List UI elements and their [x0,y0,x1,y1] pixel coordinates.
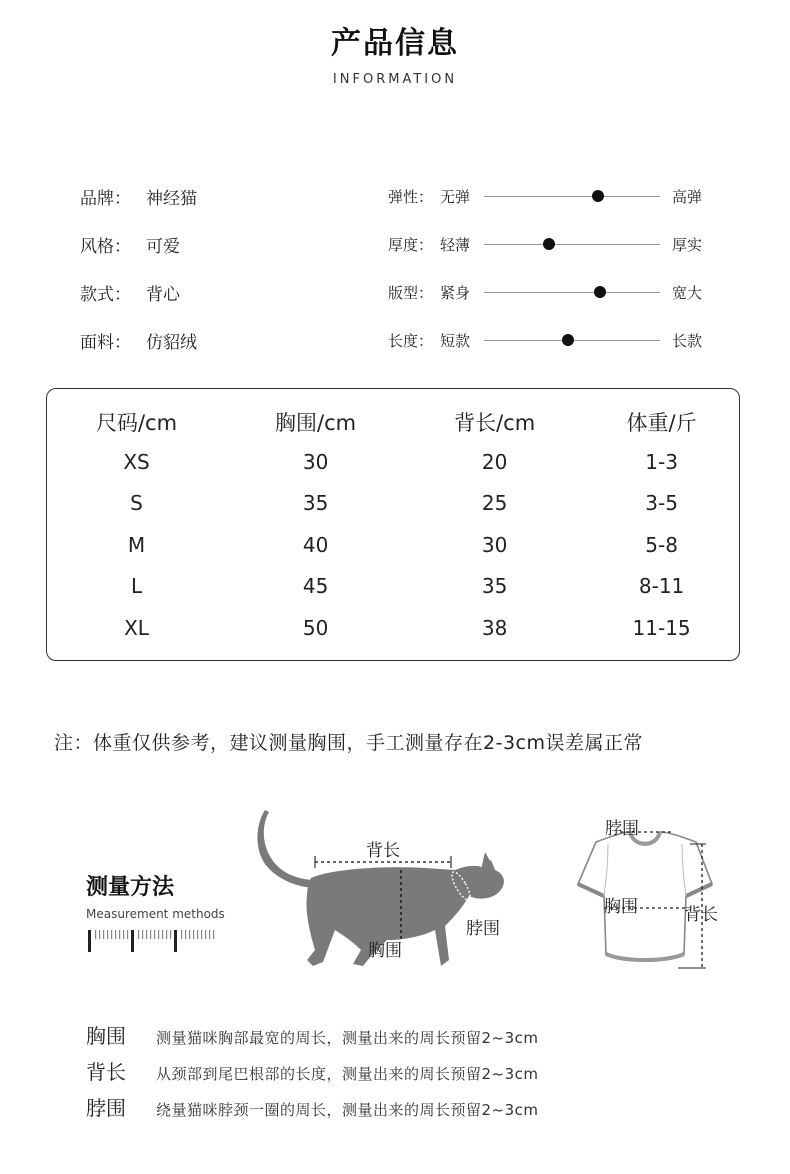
shirt-back-label: 背长 [684,905,718,925]
attr-key: 款式： [80,284,131,305]
scale-key: 厚度： [388,235,434,254]
shirt-chest-label: 胸围 [604,897,638,917]
attr-key: 面料： [80,332,131,353]
attr-key: 风格： [80,236,131,257]
scale-track [484,244,660,245]
cell-back: 25 [481,491,508,516]
measurement-note: 注：体重仅供参考，建议测量胸围，手工测量存在2-3cm误差属正常 [54,732,643,754]
table-row [47,607,739,649]
cell-size: XS [123,449,150,474]
definition-term: 背长 [86,1060,126,1084]
scale-track [484,340,660,341]
measurement-definitions [86,1020,539,1128]
table-row [47,441,739,483]
scale-low-label: 无弹 [440,187,471,206]
ruler-icon [88,926,216,952]
attr-brand [80,172,197,220]
cell-chest: 30 [302,449,329,474]
cell-size: M [127,532,146,557]
header-weight: 体重/斤 [626,411,697,435]
cell-weight: 3-5 [645,491,678,516]
cell-weight: 8-11 [638,574,685,599]
definition-neck [86,1092,539,1128]
attr-key: 品牌： [80,188,131,209]
attr-value: 背心 [146,284,180,305]
cell-size: XL [124,615,149,640]
scale-knob [594,286,606,298]
cell-chest: 35 [302,491,329,516]
size-table-header [47,403,739,441]
scale-length [388,316,718,364]
cell-back: 38 [481,615,508,640]
cell-back: 20 [481,449,508,474]
size-table [47,403,739,649]
scale-track [484,196,660,197]
scale-knob [592,190,604,202]
attr-type [80,268,197,316]
pet-shirt-icon [560,808,730,978]
page-title: 产品信息 [331,26,459,61]
scale-thickness [388,220,718,268]
attribute-list [80,172,197,364]
cat-neck-label: 脖围 [466,919,500,939]
shirt-neck-label: 脖围 [605,819,639,839]
definition-term: 胸围 [86,1024,126,1048]
definition-back [86,1056,539,1092]
scale-key: 版型： [388,283,434,302]
cell-chest: 50 [302,615,329,640]
definition-chest [86,1020,539,1056]
attr-style [80,220,197,268]
scale-fit [388,268,718,316]
scale-high-label: 高弹 [672,187,703,206]
cell-weight: 1-3 [645,449,678,474]
table-row [47,524,739,566]
method-subtitle: Measurement methods [86,907,225,921]
scale-track [484,292,660,293]
cat-chest-label: 胸围 [368,941,402,961]
table-row [47,566,739,608]
scale-key: 弹性： [388,187,434,206]
definition-desc: 绕量猫咪脖颈一圈的周长，测量出来的周长预留2~3cm [156,1101,539,1119]
scale-list [388,172,718,364]
cell-chest: 40 [302,532,329,557]
cell-size: L [130,574,143,599]
cell-weight: 11-15 [632,615,691,640]
scale-high-label: 长款 [672,331,703,350]
scale-knob [562,334,574,346]
page-subtitle: INFORMATION [332,72,458,87]
definition-desc: 测量猫咪胸部最宽的周长，测量出来的周长预留2~3cm [156,1029,539,1047]
scale-low-label: 轻薄 [440,235,471,254]
header-size: 尺码/cm [95,411,178,435]
attr-value: 仿貂绒 [146,332,197,353]
scale-elasticity [388,172,718,220]
cell-back: 35 [481,574,508,599]
cell-weight: 5-8 [645,532,678,557]
cat-back-label: 背长 [366,841,400,861]
cell-chest: 45 [302,574,329,599]
table-row [47,483,739,525]
attr-value: 可爱 [146,236,180,257]
scale-low-label: 短款 [440,331,471,350]
scale-knob [543,238,555,250]
scale-key: 长度： [388,331,434,350]
scale-high-label: 宽大 [672,283,703,302]
attr-fabric [80,316,197,364]
scale-low-label: 紧身 [440,283,471,302]
definition-term: 脖围 [86,1096,126,1120]
definition-desc: 从颈部到尾巴根部的长度，测量出来的周长预留2~3cm [156,1065,539,1083]
header-chest: 胸围/cm [275,411,357,435]
measurement-method-heading [86,870,225,921]
attr-value: 神经猫 [146,188,197,209]
size-chart [46,388,740,661]
cell-size: S [130,491,143,516]
scale-high-label: 厚实 [672,235,703,254]
method-title: 测量方法 [86,875,175,900]
header-back: 背长/cm [454,411,536,435]
cell-back: 30 [481,532,508,557]
page-header [0,18,790,87]
